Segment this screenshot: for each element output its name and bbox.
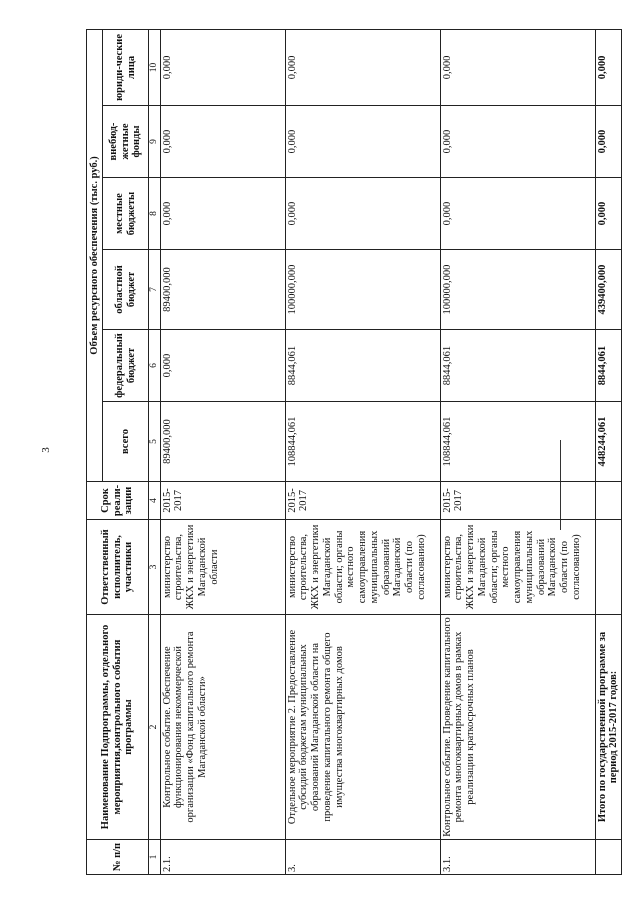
row-regional: 100000,000 [440, 250, 595, 330]
row-federal: 8844,061 [285, 330, 440, 402]
resource-table [86, 29, 622, 875]
header-total: всего [103, 402, 149, 482]
row-regional: 100000,000 [285, 250, 440, 330]
row-responsible: министерство строительства, ЖКХ и энергетики Магаданской области [160, 520, 285, 615]
row-responsible: министерство строительства, ЖКХ и энергетики Магаданской области; органы местного самоуправления муниципальных образований Магаданской области (по согласованию) [285, 520, 440, 615]
row-name: Контрольное событие. Обеспечение функционирования некоммерческой организации «Фонд капитального ремонта Магаданской области» [160, 615, 285, 840]
header-resources: Объем ресурсного обеспечения (тыс. руб.) [87, 29, 103, 481]
totals-regional: 439400,000 [595, 250, 622, 330]
header-legal: юриди-ческие лица [103, 29, 149, 105]
row-local: 0,000 [440, 178, 595, 250]
row-total: 108844,061 [440, 402, 595, 482]
row-federal: 0,000 [160, 330, 285, 402]
header-extra: внебюд-жетные фонды [103, 106, 149, 178]
row-term: 2015-2017 [285, 482, 440, 520]
col-number: 6 [149, 330, 161, 402]
row-term: 2015-2017 [160, 482, 285, 520]
col-number: 2 [149, 615, 161, 840]
row-extra: 0,000 [440, 106, 595, 178]
totals-local: 0,000 [595, 178, 622, 250]
header-local: местные бюджеты [103, 178, 149, 250]
row-num: 3.1. [440, 840, 595, 875]
rotated-table-container [86, 30, 620, 875]
header-responsible: Ответственный исполнитель, участники [87, 520, 149, 615]
col-number: 10 [149, 29, 161, 105]
table-row [285, 29, 440, 874]
row-term: 2015-2017 [440, 482, 595, 520]
header-federal: федеральный бюджет [103, 330, 149, 402]
header-num: № п/п [87, 840, 149, 875]
col-number: 1 [149, 840, 161, 875]
totals-legal: 0,000 [595, 29, 622, 105]
row-responsible: министерство строительства, ЖКХ и энергетики Магаданской области; органы местного самоуправления муниципальных образований Магаданской области (по согласованию) [440, 520, 595, 615]
row-total: 89400,000 [160, 402, 285, 482]
row-local: 0,000 [160, 178, 285, 250]
header-regional: областной бюджет [103, 250, 149, 330]
row-legal: 0,000 [285, 29, 440, 105]
col-number: 9 [149, 106, 161, 178]
totals-row [595, 29, 622, 874]
table-row [160, 29, 285, 874]
totals-total: 448244,061 [595, 402, 622, 482]
row-total: 108844,061 [285, 402, 440, 482]
header-term: Срок реали-зации [87, 482, 149, 520]
col-number: 4 [149, 482, 161, 520]
totals-federal: 8844,061 [595, 330, 622, 402]
row-federal: 8844,061 [440, 330, 595, 402]
header-name: Наименование Подпрограммы, отдельного мероприятия,контрольного события программы [87, 615, 149, 840]
col-number: 8 [149, 178, 161, 250]
row-regional: 89400,000 [160, 250, 285, 330]
row-num: 3. [285, 840, 440, 875]
col-number: 7 [149, 250, 161, 330]
row-name: Контрольное событие. Проведение капитального ремонта многоквартирных домов в рамках реализации краткосрочных планов [440, 615, 595, 840]
row-name: Отдельное мероприятие 2. Предоставление субсидий бюджетам муниципальных образований Магаданской области на проведение капитального ремонта общего имущества многоквартирных домов [285, 615, 440, 840]
row-extra: 0,000 [160, 106, 285, 178]
row-local: 0,000 [285, 178, 440, 250]
row-extra: 0,000 [285, 106, 440, 178]
page-number: 3 [39, 447, 52, 453]
col-number: 3 [149, 520, 161, 615]
table-row [440, 29, 595, 874]
totals-label: Итого по государственной программе за период 2015-2017 годов: [595, 615, 622, 840]
row-num: 2.1. [160, 840, 285, 875]
totals-extra: 0,000 [595, 106, 622, 178]
row-legal: 0,000 [440, 29, 595, 105]
row-legal: 0,000 [160, 29, 285, 105]
col-number: 5 [149, 402, 161, 482]
